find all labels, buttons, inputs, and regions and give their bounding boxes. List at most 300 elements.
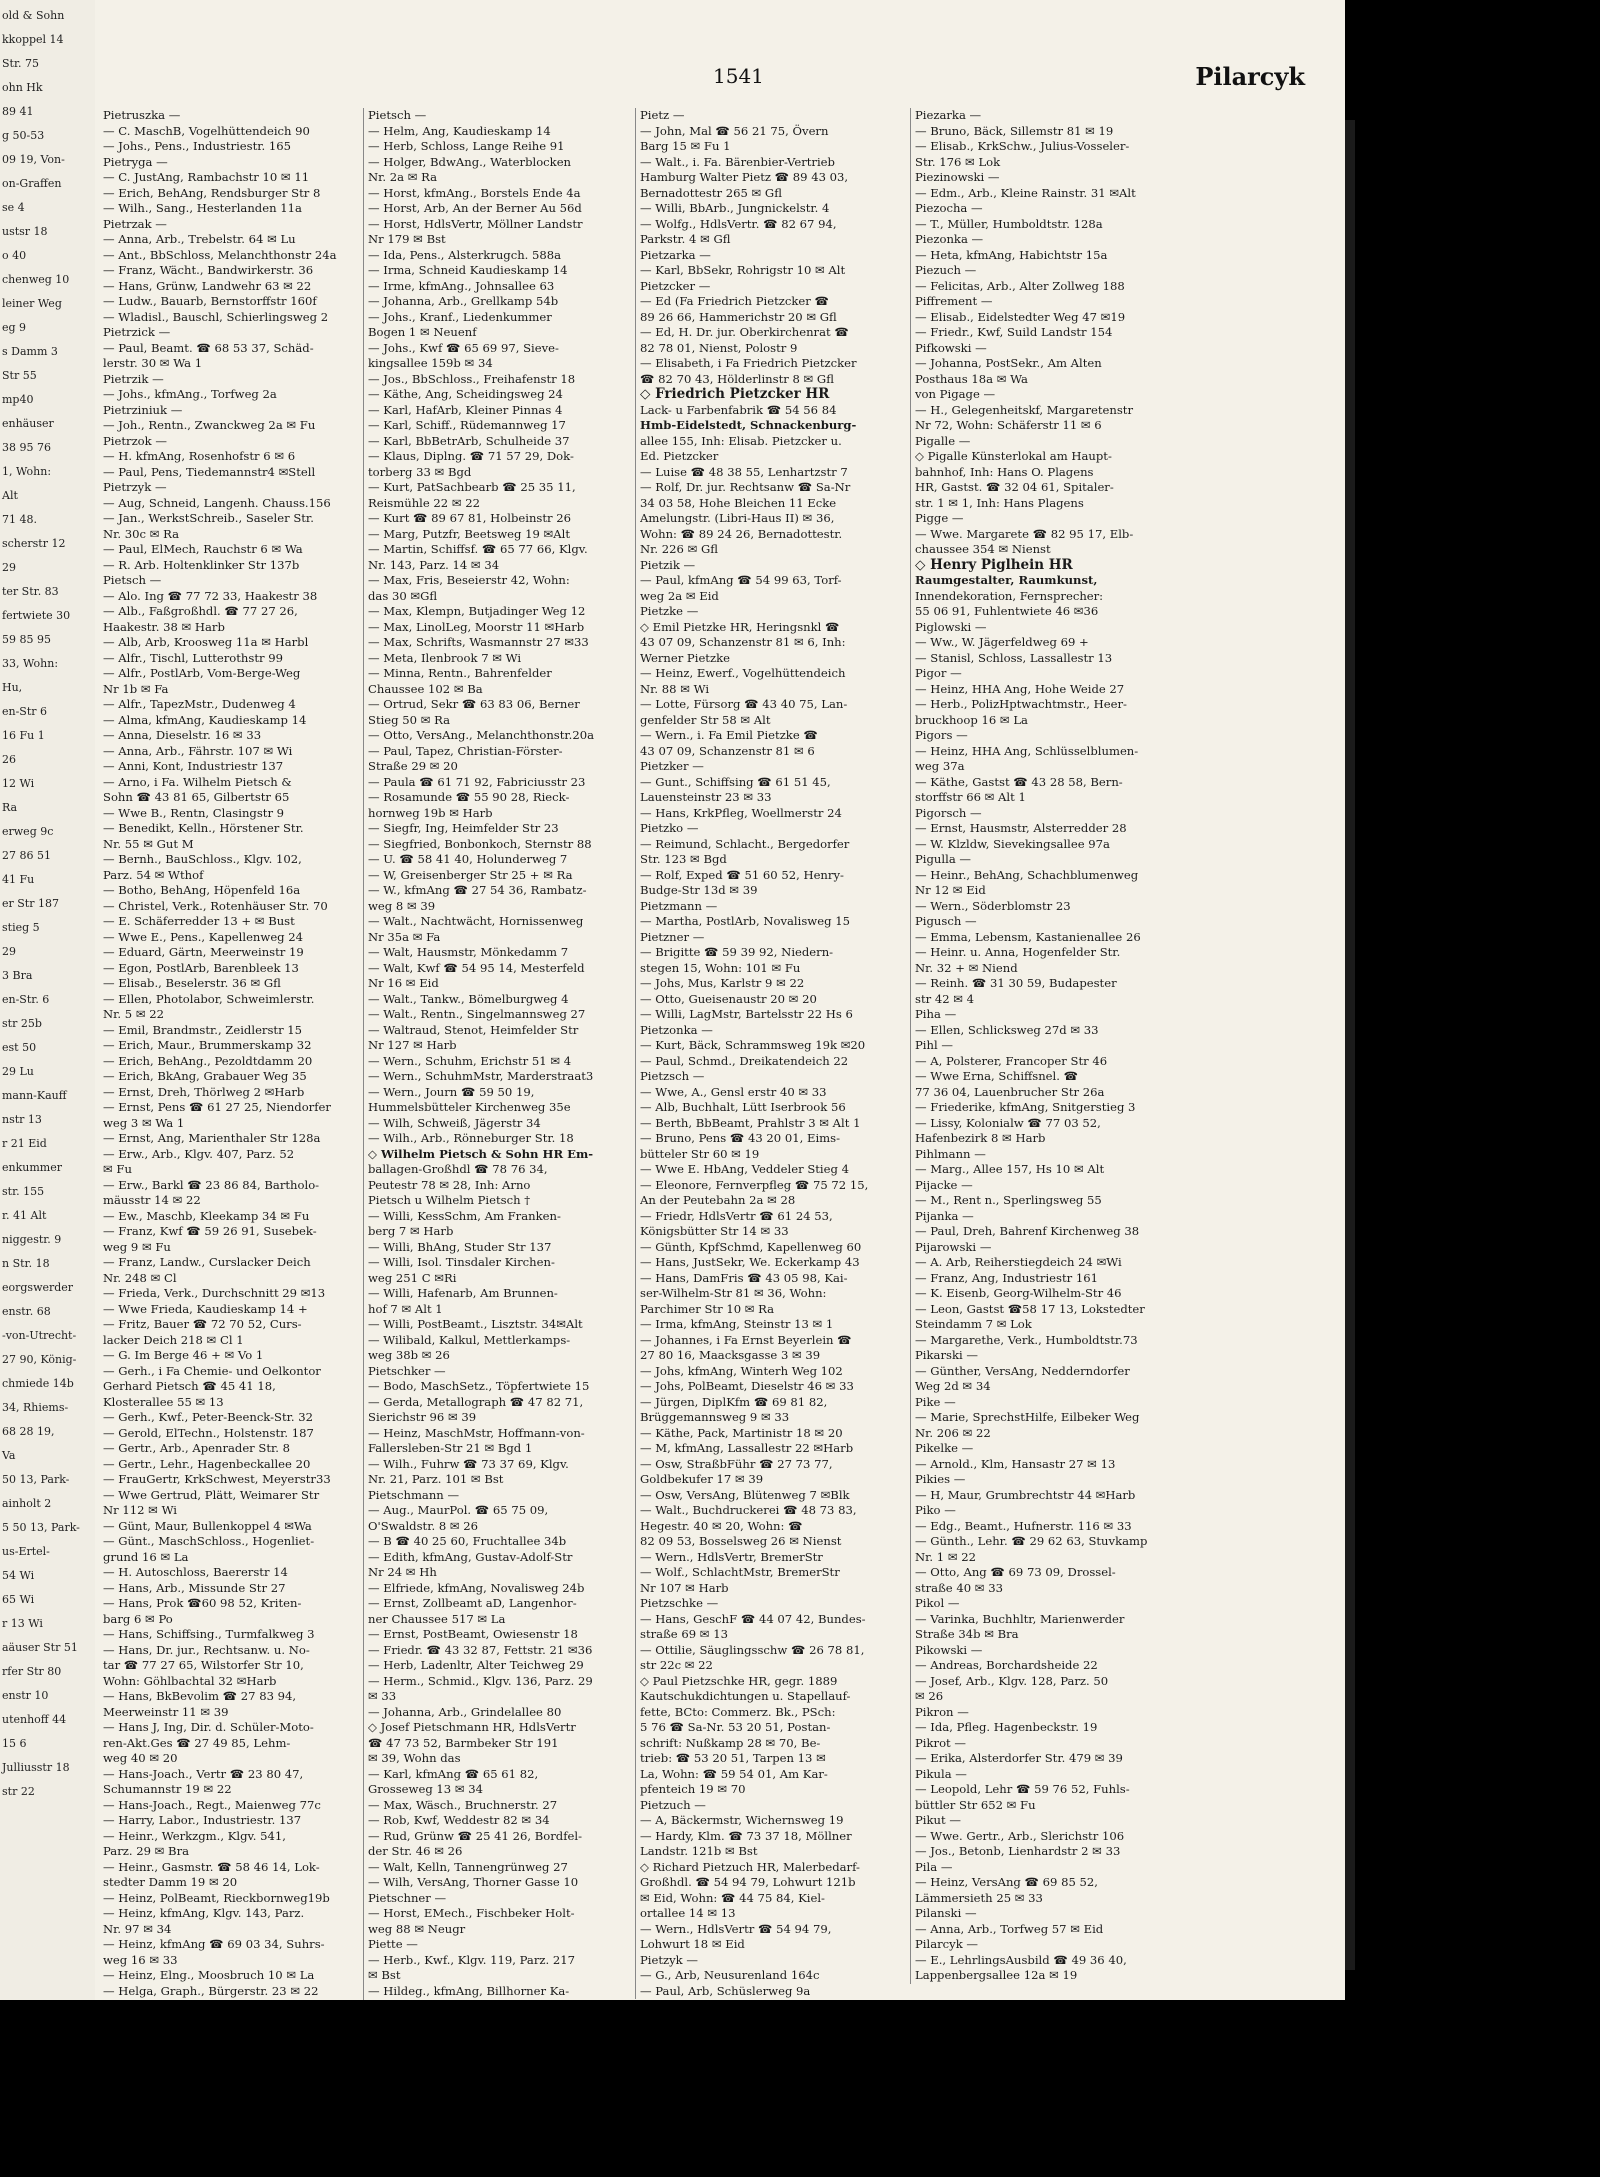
directory-line: Pikrot — xyxy=(915,1735,966,1750)
directory-line: — Alfr., Tischl, Lutterothstr 99 xyxy=(103,650,283,665)
directory-line: Raumgestalter, Raumkunst, xyxy=(915,573,1098,587)
directory-line: Goldbekufer 17 ✉ 39 xyxy=(640,1472,764,1486)
prev-page-fragment: eorgswerder xyxy=(2,1281,74,1294)
directory-line: Gerhard Pietsch ☎ 45 41 18, xyxy=(103,1379,276,1393)
directory-line: — Joh., Rentn., Zwanckweg 2a ✉ Fu xyxy=(103,418,316,432)
directory-line: — Erich, Maur., Brummerskamp 32 xyxy=(103,1038,312,1052)
directory-line: ☎ 82 70 43, Hölderlinstr 8 ✉ Gfl xyxy=(640,371,834,386)
directory-line: Klosterallee 55 ✉ 13 xyxy=(103,1394,224,1409)
prev-page-fragment: 15 6 xyxy=(2,1737,27,1750)
directory-line: — Max, LinolLeg, Moorstr 11 ✉Harb xyxy=(368,619,585,634)
directory-line: Pigors — xyxy=(915,728,968,742)
prev-page-fragment: 09 19, Von- xyxy=(2,153,65,166)
directory-line: Pigusch — xyxy=(915,914,977,928)
directory-line: Pijarowski — xyxy=(915,1239,992,1254)
directory-line: Piezarka — xyxy=(915,108,982,122)
directory-line: — R. Arb. Holtenklinker Str 137b xyxy=(103,557,300,572)
directory-line: — G., Arb, Neusurenland 164c xyxy=(640,1968,820,1982)
directory-line: ser-Wilhelm-Str 81 ✉ 36, Wohn: xyxy=(640,1286,827,1300)
directory-line: — M., Rent n., Sperlingsweg 55 xyxy=(915,1193,1102,1207)
directory-line: — Günth, KpfSchmd, Kapellenweg 60 xyxy=(640,1239,862,1254)
directory-line: — H. kfmAng, Rosenhofstr 6 ✉ 6 xyxy=(103,449,296,463)
directory-line: Pilanski — xyxy=(915,1906,977,1920)
directory-line: büttler Str 652 ✉ Fu xyxy=(915,1797,1036,1812)
prev-page-fragment: 26 xyxy=(2,753,16,766)
column-1 xyxy=(103,108,373,2015)
directory-line: Pietzsch — xyxy=(640,1069,705,1083)
directory-line: — Paul, Schmd., Dreikatendeich 22 xyxy=(640,1053,849,1068)
directory-line: ortallee 14 ✉ 13 xyxy=(640,1906,736,1920)
directory-line: HR, Gastst. ☎ 32 04 61, Spitaler- xyxy=(915,480,1114,494)
directory-line: — Willi, LagMstr, Bartelsstr 22 Hs 6 xyxy=(640,1007,853,1021)
prev-page-fragment: 33, Wohn: xyxy=(2,657,59,670)
directory-line: Bernadottestr 265 ✉ Gfl xyxy=(640,185,782,200)
prev-page-fragment: utenhoff 44 xyxy=(2,1713,67,1726)
directory-line: — Gertr., Lehr., Hagenbeckallee 20 xyxy=(103,1456,311,1471)
directory-line: Fallersleben-Str 21 ✉ Bgd 1 xyxy=(368,1441,533,1455)
directory-line: — Wwe Erna, Schiffsnel. ☎ xyxy=(915,1069,1079,1083)
directory-line: — H. Autoschloss, Baererstr 14 xyxy=(103,1565,288,1579)
directory-line: 27 80 16, Maacksgasse 3 ✉ 39 xyxy=(640,1348,821,1362)
prev-page-fragment: on-Graffen xyxy=(2,177,62,190)
directory-line: — Wwe Frieda, Kaudieskamp 14 + xyxy=(103,1301,308,1316)
directory-line: Hegestr. 40 ✉ 20, Wohn: ☎ xyxy=(640,1518,803,1533)
prev-page-fragment: er Str 187 xyxy=(2,897,59,910)
directory-line: — Alfr., TapezMstr., Dudenweg 4 xyxy=(103,697,296,711)
directory-line: Steindamm 7 ✉ Lok xyxy=(915,1317,1032,1331)
prev-page-fragment: nstr 13 xyxy=(2,1113,42,1126)
directory-line: — Erich, BkAng, Grabauer Weg 35 xyxy=(103,1069,307,1083)
directory-line: — Hans, Arb., Missunde Str 27 xyxy=(103,1580,286,1595)
directory-line: — Jos., Betonb, Lienhardstr 2 ✉ 33 xyxy=(915,1844,1121,1858)
directory-line: weg 251 C ✉Ri xyxy=(368,1270,457,1285)
directory-line: Pietzko — xyxy=(640,821,699,835)
prev-page-fragment: ohn Hk xyxy=(2,81,43,94)
directory-line: Nr 127 ✉ Harb xyxy=(368,1038,457,1052)
prev-page-fragment: Alt xyxy=(2,489,18,502)
directory-line: — Paul, Tapez, Christian-Förster- xyxy=(368,743,563,758)
edge-strip xyxy=(1345,120,1355,1970)
directory-line: — Hans, Grünw, Landwehr 63 ✉ 22 xyxy=(103,278,312,293)
directory-line: weg 88 ✉ Neugr xyxy=(368,1921,466,1936)
directory-line: — Paula ☎ 61 71 92, Fabriciusstr 23 xyxy=(368,774,586,789)
prev-page-fragment: Julliusstr 18 xyxy=(2,1761,70,1774)
directory-line: — T., Müller, Humboldtstr. 128a xyxy=(915,216,1103,231)
directory-line: — K. Eisenb, Georg-Wilhelm-Str 46 xyxy=(915,1286,1122,1300)
directory-line: — Johanna, Arb., Grindelallee 80 xyxy=(368,1704,562,1719)
directory-line: — Helga, Graph., Bürgerstr. 23 ✉ 22 xyxy=(103,1983,319,1998)
directory-line: — Walt., Buchdruckerei ☎ 48 73 83, xyxy=(640,1503,857,1517)
directory-line: Pietz — xyxy=(640,108,685,122)
directory-line: 34 03 58, Hohe Bleichen 11 Ecke xyxy=(640,495,837,510)
prev-page-fragment: str 22 xyxy=(2,1785,35,1798)
directory-line: — M, kfmAng, Lassallestr 22 ✉Harb xyxy=(640,1441,854,1455)
directory-line: — Johanna, PostSekr., Am Alten xyxy=(915,356,1102,370)
directory-line: Nr 179 ✉ Bst xyxy=(368,232,446,246)
directory-line: chaussee 354 ✉ Nienst xyxy=(915,542,1051,556)
directory-line: — Heinz, MaschMstr, Hoffmann-von- xyxy=(368,1425,585,1440)
directory-line: Parz. 54 ✉ Wthof xyxy=(103,867,204,882)
directory-line: Pikut — xyxy=(915,1813,961,1827)
directory-line: — Egon, PostlArb, Barenbleek 13 xyxy=(103,960,299,975)
prev-page-fragment: leiner Weg xyxy=(2,297,62,310)
prev-page-fragment: n Str. 18 xyxy=(2,1257,50,1270)
directory-line: Pietzker — xyxy=(640,759,704,773)
directory-line: Pietzmann — xyxy=(640,898,718,913)
directory-line: Nr 24 ✉ Hh xyxy=(368,1565,437,1579)
directory-line: — Hans, JustSekr, We. Eckerkamp 43 xyxy=(640,1255,860,1269)
directory-line: — Alfr., PostlArb, Vom-Berge-Weg xyxy=(103,666,301,680)
directory-line: weg 3 ✉ Wa 1 xyxy=(103,1115,185,1130)
directory-line: Reismühle 22 ✉ 22 xyxy=(368,495,481,510)
directory-line: 43 07 09, Schanzenstr 81 ✉ 6 xyxy=(640,743,815,758)
prev-page-fragment: -von-Utrecht- xyxy=(2,1329,77,1342)
prev-page-fragment: aäuser Str 51 xyxy=(2,1641,78,1654)
directory-line: — Heinz, VersAng ☎ 69 85 52, xyxy=(915,1875,1098,1889)
directory-line: — Wwe Gertrud, Plätt, Weimarer Str xyxy=(103,1487,320,1502)
directory-line: — Ernst, PostBeamt, Owiesenstr 18 xyxy=(368,1627,578,1641)
directory-line: — Leopold, Lehr ☎ 59 76 52, Fuhls- xyxy=(915,1782,1130,1796)
directory-line: — Bruno, Bäck, Sillemstr 81 ✉ 19 xyxy=(915,123,1114,138)
directory-line: Nr. 55 ✉ Gut M xyxy=(103,836,194,851)
directory-line: bruckhoop 16 ✉ La xyxy=(915,712,1028,727)
directory-line: — Hans, GeschF ☎ 44 07 42, Bundes- xyxy=(640,1611,866,1626)
directory-line: — Edm., Arb., Kleine Rainstr. 31 ✉Alt xyxy=(915,185,1136,200)
prev-page-fragment: ainholt 2 xyxy=(2,1497,52,1510)
directory-line: — Berth, BbBeamt, Prahlstr 3 ✉ Alt 1 xyxy=(640,1115,861,1130)
directory-line: — Emil, Brandmstr., Zeidlerstr 15 xyxy=(103,1022,303,1037)
directory-line: Nr. 2a ✉ Ra xyxy=(368,170,438,184)
directory-line: — Alb, Buchhalt, Lütt Iserbrook 56 xyxy=(640,1100,846,1114)
directory-line: Straße 34b ✉ Bra xyxy=(915,1627,1019,1641)
directory-line: kingsallee 159b ✉ 34 xyxy=(368,356,493,370)
directory-line: — Helm, Ang, Kaudieskamp 14 xyxy=(368,123,551,138)
directory-line: — Elisab., Eidelstedter Weg 47 ✉19 xyxy=(915,309,1126,324)
directory-line: — John, Mal ☎ 56 21 75, Övern xyxy=(640,123,829,138)
prev-page-fragment: 50 13, Park- xyxy=(2,1473,70,1486)
directory-line: Hafenbezirk 8 ✉ Harb xyxy=(915,1131,1046,1145)
prev-page-fragment: 29 xyxy=(2,561,16,574)
directory-line: Pietrzok — xyxy=(103,433,167,448)
directory-line: — Hildeg., kfmAng, Billhorner Ka- xyxy=(368,1983,570,1998)
directory-line: — Alo. Ing ☎ 77 72 33, Haakestr 38 xyxy=(103,588,318,603)
prev-page-fragment: chmiede 14b xyxy=(2,1377,74,1390)
directory-line: — Wilh., Arb., Rönneburger Str. 18 xyxy=(368,1131,574,1145)
directory-line: der Str. 46 ✉ 26 xyxy=(368,1844,463,1858)
prev-page-fragment: ustsr 18 xyxy=(2,225,48,238)
directory-line: hof 7 ✉ Alt 1 xyxy=(368,1301,443,1316)
directory-line: mäusstr 14 ✉ 22 xyxy=(103,1193,201,1207)
directory-line: Hmb-Eidelstedt, Schnackenburg- xyxy=(640,418,857,432)
directory-line: ✉ Eid, Wohn: ☎ 44 75 84, Kiel- xyxy=(640,1890,825,1905)
directory-line: Lack- u Farbenfabrik ☎ 54 56 84 xyxy=(640,402,837,417)
directory-line: Pietzarka — xyxy=(640,247,711,262)
directory-line: — Wern., Söderblomstr 23 xyxy=(915,898,1071,913)
directory-line: Pijacke — xyxy=(915,1177,973,1192)
directory-line: pfenteich 19 ✉ 70 xyxy=(640,1782,746,1796)
directory-line: Pigge — xyxy=(915,511,964,525)
directory-line: — Ortrud, Sekr ☎ 63 83 06, Berner xyxy=(368,697,580,711)
prev-page-fragment: Va xyxy=(2,1449,16,1462)
directory-page xyxy=(95,0,1345,2177)
directory-line: — Günt., MaschSchloss., Hogenliet- xyxy=(103,1534,315,1548)
directory-line: — Anna, Arb., Trebelstr. 64 ✉ Lu xyxy=(103,232,296,246)
page-number: 1541 xyxy=(713,64,764,88)
directory-line: Pikarski — xyxy=(915,1348,978,1362)
directory-line: — A. Arb, Reiherstiegdeich 24 ✉Wi xyxy=(915,1255,1122,1269)
directory-line: trieb: ☎ 53 20 51, Tarpen 13 ✉ xyxy=(640,1751,826,1765)
directory-line: — Elfriede, kfmAng, Novalisweg 24b xyxy=(368,1580,585,1595)
directory-line: — Ernst, Zollbeamt aD, Langenhor- xyxy=(368,1596,577,1610)
directory-line: — Wladisl., Bauschl, Schierlingsweg 2 xyxy=(103,309,329,324)
directory-line: Pietzner — xyxy=(640,929,705,944)
directory-line: — Franz, Wächt., Bandwirkerstr. 36 xyxy=(103,263,314,277)
directory-line: — Hans-Joach., Regt., Maienweg 77c xyxy=(103,1797,321,1812)
directory-line: — Hans, Schiffsing., Turmfalkweg 3 xyxy=(103,1627,315,1641)
directory-line: ◇ Henry Piglhein HR xyxy=(915,557,1073,573)
directory-line: — Ellen, Photolabor, Schweimlerstr. xyxy=(103,991,315,1006)
directory-line: Pifkowski — xyxy=(915,340,987,355)
directory-line: — W., kfmAng ☎ 27 54 36, Rambatz- xyxy=(368,883,587,897)
directory-line: lerstr. 30 ✉ Wa 1 xyxy=(103,356,203,370)
directory-line: Innendekoration, Fernsprecher: xyxy=(915,588,1104,603)
directory-line: straße 40 ✉ 33 xyxy=(915,1580,1003,1595)
directory-line: Hummelsbütteler Kirchenweg 35e xyxy=(368,1100,571,1114)
directory-line: 77 36 04, Lauenbrucher Str 26a xyxy=(915,1084,1105,1099)
directory-line: — Horst, Arb, An der Berner Au 56d xyxy=(368,201,582,215)
directory-line: Pietsch — xyxy=(103,573,162,587)
prev-page-fragment: enstr 10 xyxy=(2,1689,49,1702)
directory-line: Straße 29 ✉ 20 xyxy=(368,759,458,773)
directory-line: — Wwe E., Pens., Kapellenweg 24 xyxy=(103,929,304,944)
directory-line: ballagen-Großhdl ☎ 78 76 34, xyxy=(368,1162,548,1176)
directory-line: — Margarethe, Verk., Humboldtstr.73 xyxy=(915,1332,1138,1347)
directory-line: — Willi, Isol. Tinsdaler Kirchen- xyxy=(368,1255,555,1269)
directory-line: — Meta, Ilenbrook 7 ✉ Wi xyxy=(368,650,522,665)
directory-line: — Anna, Arb., Torfweg 57 ✉ Eid xyxy=(915,1921,1104,1936)
column-3 xyxy=(635,108,910,1999)
directory-line: — Johs., kfmAng., Torfweg 2a xyxy=(103,387,277,401)
directory-line: — Heinz, kfmAng, Klgv. 143, Parz. xyxy=(103,1906,305,1920)
directory-line: Nr. 21, Parz. 101 ✉ Bst xyxy=(368,1472,504,1486)
directory-line: — Irma, Schneid Kaudieskamp 14 xyxy=(368,263,568,277)
directory-line: Pietrziniuk — xyxy=(103,402,183,417)
directory-line: — C. JustAng, Rambachstr 10 ✉ 11 xyxy=(103,170,310,184)
prev-page-fragment: mp40 xyxy=(2,393,34,406)
directory-line: — Heinz, HHA Ang, Hohe Weide 27 xyxy=(915,681,1125,696)
directory-line: — Erw., Arb., Klgv. 407, Parz. 52 xyxy=(103,1146,295,1161)
directory-line: — Ida, Pens., Alsterkrugch. 588a xyxy=(368,247,562,262)
directory-line: — Johs., Pens., Industriestr. 165 xyxy=(103,139,292,153)
directory-line: Nr 107 ✉ Harb xyxy=(640,1580,729,1595)
directory-line: — Hans-Joach., Vertr ☎ 23 80 47, xyxy=(103,1766,304,1781)
directory-line: — Rud, Grünw ☎ 25 41 26, Bordfel- xyxy=(368,1828,582,1843)
directory-line: straße 69 ✉ 13 xyxy=(640,1627,728,1641)
directory-line: — Willi, Hafenarb, Am Brunnen- xyxy=(368,1286,558,1300)
prev-page-fragment: Str. 75 xyxy=(2,57,39,70)
directory-line: Pietsch u Wilhelm Pietsch † xyxy=(368,1193,531,1207)
directory-line: — Aug., MaurPol. ☎ 65 75 09, xyxy=(368,1503,549,1517)
directory-line: — Franz, Kwf ☎ 59 26 91, Susebek- xyxy=(103,1224,317,1238)
directory-line: Pigalle — xyxy=(915,433,971,448)
prev-page-fragment: 54 Wi xyxy=(2,1569,35,1582)
prev-page-fragment: Str 55 xyxy=(2,369,37,382)
directory-line: Landstr. 121b ✉ Bst xyxy=(640,1844,758,1858)
prev-page-fragment: 38 95 76 xyxy=(2,441,51,454)
directory-line: — Osw, StraßbFühr ☎ 27 73 77, xyxy=(640,1456,833,1471)
directory-line: — Willi, KessSchm, Am Franken- xyxy=(368,1208,561,1223)
directory-line: — Edith, kfmAng, Gustav-Adolf-Str xyxy=(368,1549,573,1564)
directory-line: Piezuch — xyxy=(915,263,977,277)
directory-line: — Ant., BbSchloss, Melanchthonstr 24a xyxy=(103,247,337,262)
directory-line: — Friederike, kfmAng, Snitgerstieg 3 xyxy=(915,1100,1136,1114)
directory-line: Pikowski — xyxy=(915,1642,983,1657)
directory-line: — Wern., SchuhmMstr, Marderstraat3 xyxy=(368,1069,594,1083)
directory-line: Nr. 206 ✉ 22 xyxy=(915,1425,991,1440)
directory-line: Nr 112 ✉ Wi xyxy=(103,1503,178,1517)
directory-line: — Herb, Schloss, Lange Reihe 91 xyxy=(368,139,565,153)
directory-line: — Johannes, i Fa Ernst Beyerlein ☎ xyxy=(640,1332,852,1347)
directory-line: Ed. Pietzcker xyxy=(640,449,719,463)
directory-line: — Willi, BbArb., Jungnickelstr. 4 xyxy=(640,201,830,215)
right-dark-edge xyxy=(1345,0,1600,2000)
directory-line: — Paul, Pens, Tiedemannstr4 ✉Stell xyxy=(103,464,316,479)
directory-line: — Franz, Landw., Curslacker Deich xyxy=(103,1255,311,1269)
directory-line: — Rolf, Dr. jur. Rechtsanw ☎ Sa-Nr xyxy=(640,480,851,494)
prev-page-fragment: 34, Rhiems- xyxy=(2,1401,69,1414)
directory-line: — Heinr. u. Anna, Hogenfelder Str. xyxy=(915,945,1121,959)
directory-line: — Hans, Dr. jur., Rechtsanw. u. No- xyxy=(103,1642,310,1657)
directory-line: — Johs, PolBeamt, Dieselstr 46 ✉ 33 xyxy=(640,1379,854,1393)
directory-line: — Irme, kfmAng., Johnsallee 63 xyxy=(368,278,555,293)
directory-line: — Walt, Kelln, Tannengrünweg 27 xyxy=(368,1859,568,1874)
directory-line: ✉ Fu xyxy=(103,1162,132,1176)
directory-line: — Wwe, A., Gensl erstr 40 ✉ 33 xyxy=(640,1084,827,1099)
directory-line: — Siegfr, Ing, Heimfelder Str 23 xyxy=(368,821,559,835)
directory-line: — Heinr., Werkzgm., Klgv. 541, xyxy=(103,1828,286,1843)
directory-line: — Max, Klempn, Butjadinger Weg 12 xyxy=(368,604,586,618)
directory-line: ✉ 26 xyxy=(915,1689,944,1703)
directory-line: allee 155, Inh: Elisab. Pietzcker u. xyxy=(640,433,842,448)
directory-line: Pikies — xyxy=(915,1472,966,1486)
directory-line: — Edg., Beamt., Hufnerstr. 116 ✉ 33 xyxy=(915,1518,1132,1533)
directory-line: Chaussee 102 ✉ Ba xyxy=(368,681,483,696)
directory-line: Parchimer Str 10 ✉ Ra xyxy=(640,1301,775,1316)
directory-line: — Horst, HdlsVertr, Möllner Landstr xyxy=(368,216,583,231)
directory-line: — Ed (Fa Friedrich Pietzcker ☎ xyxy=(640,294,829,308)
directory-line: — Martin, Schiffsf. ☎ 65 77 66, Klgv. xyxy=(368,542,588,556)
directory-line: — Wern., Journ ☎ 59 50 19, xyxy=(368,1084,535,1099)
directory-line: — Walt., Rentn., Singelmannsweg 27 xyxy=(368,1007,586,1021)
directory-line: Str. 176 ✉ Lok xyxy=(915,154,1001,169)
running-head: Pilarcyk xyxy=(1195,62,1305,91)
directory-line: — Herb, Ladenltr, Alter Teichweg 29 xyxy=(368,1658,584,1672)
directory-line: Großhdl. ☎ 54 94 79, Lohwurt 121b xyxy=(640,1875,856,1889)
directory-line: — Johs., Kwf ☎ 65 69 97, Sieve- xyxy=(368,340,559,355)
prev-page-fragment: 29 Lu xyxy=(2,1065,34,1078)
prev-page-fragment: enstr. 68 xyxy=(2,1305,51,1318)
directory-line: — Günth., Lehr. ☎ 29 62 63, Stuvkamp xyxy=(915,1534,1148,1548)
directory-line: bahnhof, Inh: Hans O. Plagens xyxy=(915,464,1094,479)
directory-line: — Brigitte ☎ 59 39 92, Niedern- xyxy=(640,945,834,959)
directory-line: — Siegfried, Bonbonkoch, Sternstr 88 xyxy=(368,836,592,851)
prev-page-fragment: 29 xyxy=(2,945,16,958)
directory-line: Pietzik — xyxy=(640,557,696,572)
prev-page-fragment: s Damm 3 xyxy=(2,345,58,358)
directory-line: Pihlmann — xyxy=(915,1146,986,1161)
directory-line: Pietryga — xyxy=(103,154,168,169)
directory-line: — Lissy, Kolonialw ☎ 77 03 52, xyxy=(915,1115,1101,1130)
directory-line: — Willi, PostBeamt., Lisztstr. 34✉Alt xyxy=(368,1317,583,1331)
directory-line: — Ed, H. Dr. jur. Oberkirchenrat ☎ xyxy=(640,325,849,339)
directory-line: Pigorsch — xyxy=(915,805,982,820)
directory-line: — Emma, Lebensm, Kastanienallee 26 xyxy=(915,929,1141,944)
directory-line: Lappenbergsallee 12a ✉ 19 xyxy=(915,1968,1078,1982)
directory-line: — Hardy, Klm. ☎ 73 37 18, Möllner xyxy=(640,1828,852,1843)
directory-line: — Gerh., Kwf., Peter-Beenck-Str. 32 xyxy=(103,1410,314,1424)
directory-line: — Ludw., Bauarb, Bernstorffstr 160f xyxy=(103,294,317,308)
directory-line: Hamburg Walter Pietz ☎ 89 43 03, xyxy=(640,170,849,184)
directory-line: — Walt., i. Fa. Bärenbier-Vertrieb xyxy=(640,154,835,169)
directory-line: Sierichstr 96 ✉ 39 xyxy=(368,1410,477,1424)
prev-page-fragment: Ra xyxy=(2,801,18,814)
directory-line: grund 16 ✉ La xyxy=(103,1549,189,1564)
directory-line: — Elisab., KrkSchw., Julius-Vosseler- xyxy=(915,139,1130,153)
directory-line: — Ellen, Schlicksweg 27d ✉ 33 xyxy=(915,1022,1099,1037)
prev-page-fragment: r 13 Wi xyxy=(2,1617,43,1630)
directory-line: weg 9 ✉ Fu xyxy=(103,1239,171,1254)
directory-line: — Bernh., BauSchloss., Klgv. 102, xyxy=(103,852,302,866)
directory-line: — Erich, BehAng, Rendsburger Str 8 xyxy=(103,185,321,200)
directory-line: Pietsch — xyxy=(368,108,427,122)
prev-page-fragment: en-Str 6 xyxy=(2,705,48,718)
bottom-black-area xyxy=(0,2000,1600,2177)
directory-line: ◇ Josef Pietschmann HR, HdlsVertr xyxy=(368,1720,576,1734)
directory-line: Nr. 226 ✉ Gfl xyxy=(640,542,718,556)
directory-line: — Wern., HdlsVertr ☎ 54 94 79, xyxy=(640,1921,832,1936)
directory-line: — Kurt, PatSachbearb ☎ 25 35 11, xyxy=(368,480,576,494)
directory-line: Nr. 97 ✉ 34 xyxy=(103,1921,172,1936)
directory-line: bütteler Str 60 ✉ 19 xyxy=(640,1146,760,1161)
directory-line: Schumannstr 19 ✉ 22 xyxy=(103,1782,232,1796)
directory-line: — Rosamunde ☎ 55 90 28, Rieck- xyxy=(368,790,570,804)
directory-line: — Karl, BbBetrArb, Schulheide 37 xyxy=(368,433,570,448)
directory-line: — G. Im Berge 46 + ✉ Vo 1 xyxy=(103,1348,264,1362)
prev-page-fragment: r. 41 Alt xyxy=(2,1209,47,1222)
directory-line: Nr 72, Wohn: Schäferstr 11 ✉ 6 xyxy=(915,418,1102,432)
directory-line: — Herm., Schmid., Klgv. 136, Parz. 29 xyxy=(368,1673,593,1688)
directory-line: Meerweinstr 11 ✉ 39 xyxy=(103,1704,229,1719)
directory-line: Piezonka — xyxy=(915,232,984,246)
directory-line: ◇ Pigalle Künsterlokal am Haupt- xyxy=(915,449,1112,463)
directory-line: weg 2a ✉ Eid xyxy=(640,588,719,603)
directory-line: — Hans J, Ing, Dir. d. Schüler-Moto- xyxy=(103,1720,314,1734)
directory-line: — Reimund, Schlacht., Bergedorfer xyxy=(640,836,850,851)
directory-line: str. 1 ✉ 1, Inh: Hans Plagens xyxy=(915,495,1084,510)
prev-page-fragment: 65 Wi xyxy=(2,1593,35,1606)
directory-line: Pietzuch — xyxy=(640,1797,706,1812)
directory-line: — Walt, Kwf ☎ 54 95 14, Mesterfeld xyxy=(368,960,585,975)
directory-line: — Max, Wäsch., Bruchnerstr. 27 xyxy=(368,1797,558,1812)
directory-line: — Max, Schrifts, Wasmannstr 27 ✉33 xyxy=(368,635,589,649)
previous-page-strip xyxy=(0,0,97,2000)
directory-line: — Wern., Schuhm, Erichstr 51 ✉ 4 xyxy=(368,1053,572,1068)
directory-line: Pietzcker — xyxy=(640,278,711,293)
directory-line: — Frieda, Verk., Durchschnitt 29 ✉13 xyxy=(103,1286,326,1300)
directory-line: Werner Pietzke xyxy=(640,650,730,665)
directory-line: 43 07 09, Schanzenstr 81 ✉ 6, Inh: xyxy=(640,635,846,649)
directory-line: 55 06 91, Fuhlentwiete 46 ✉36 xyxy=(915,604,1099,618)
